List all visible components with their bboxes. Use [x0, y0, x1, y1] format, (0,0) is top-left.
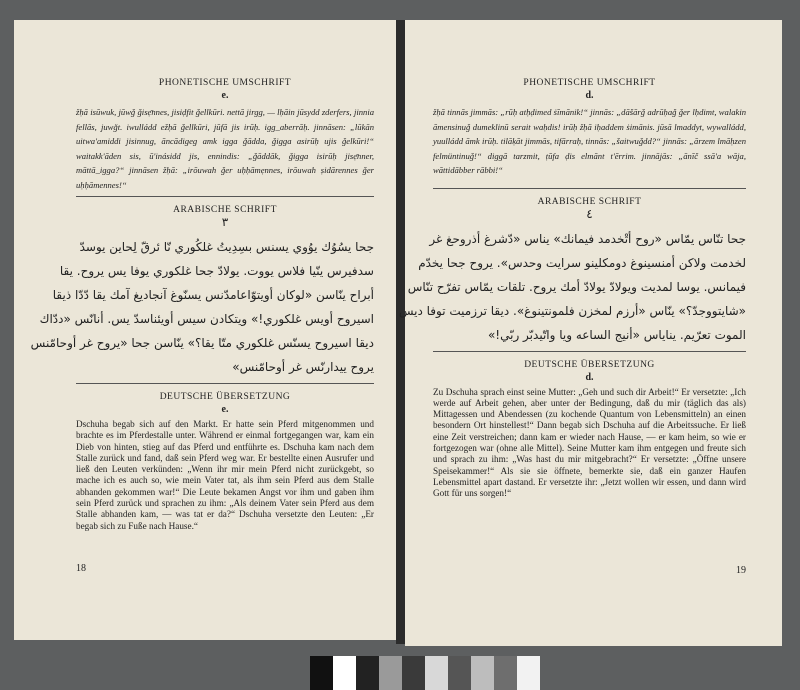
- right-page: [398, 20, 782, 646]
- phonetic-title-right: PHONETISCHE UMSCHRIFT: [523, 78, 656, 88]
- color-swatch: [425, 656, 448, 690]
- arabic-line: «شايتووجدّ؟» ينّاس «أرزم لمخزن فلمونتينوغ». ديقا ترزميت توفا ديس: [398, 303, 746, 318]
- color-swatch: [333, 656, 356, 690]
- color-calibration-strip: [310, 656, 540, 690]
- arabic-title-left: ARABISCHE SCHRIFT: [173, 205, 277, 215]
- page-number-left: 18: [76, 563, 86, 574]
- arabic-line: اسيروح أويس غلكوري!» ويتكادن سيس أويئناسدّ يس. أنانّس «ددّاك: [39, 312, 374, 326]
- arabic-text-left: [30, 235, 374, 379]
- german-title-left: DEUTSCHE ÜBERSETZUNG: [159, 392, 291, 402]
- german-letter-right: d.: [585, 371, 594, 383]
- divider-rule: [433, 351, 746, 352]
- german-text-right: Zu Dschuha sprach einst seine Mutter: „Geh und such dir Arbeit!“ Er versetzte: „Ich werde auf Arbeit gehen, aber unter der Bedingung, daß du mir (täglich das als) Mittagessen und Abendessen (zu kochende Quantum von Lebensmitteln) an einen besondern Ort hinstellest!“ Dann begab sich Dschuha auf die Arbeitssuche. Er ließ eine Zeit verstreichen; dann kam er wieder nach Hause, — er kam heim, so wie er fortgezogen war (ohne alle Mittel). Seine Mutter kam ihm entgegen und freute sich und sprach zu ihm: „Was hast du mir mitgebracht?“ Er versetzte: „Öffne unsere Speisekammer!“ Als sie sie öffnete, bemerkte sie, daß ein ganzer Haufen Lebensmittel apart dastand. Er versetzte ihr: „Jetzt wollen wir essen, und dann wird Gott für uns sorgen!“: [433, 386, 746, 499]
- phonetic-title-left: PHONETISCHE UMSCHRIFT: [158, 78, 292, 88]
- arabic-line: لخدمت ولاكن أمنسينوغ دومكلينو سرايت وحدس». يروح جحا يخدّم: [418, 255, 746, 270]
- arabic-number-left: ٣: [221, 215, 229, 229]
- phonetic-letter-left: e.: [221, 90, 229, 101]
- arabic-text-right: [398, 227, 746, 347]
- arabic-line: جحا تنّاس يمّاس «روح أتْخدمد فيمانك» يناس «دّشرغ أذروحغ غر: [429, 231, 746, 246]
- color-swatch: [494, 656, 517, 690]
- color-swatch: [517, 656, 540, 690]
- page-number-right: 19: [736, 565, 746, 576]
- arabic-line: جحا يسُوُك يوُوي يسنس بسِدِيتُ غلكُوري نّا ئرقّ لِحاين يوسدّ: [79, 240, 374, 254]
- german-letter-left: e.: [221, 404, 229, 415]
- german-title-right: DEUTSCHE ÜBERSETZUNG: [524, 359, 655, 370]
- arabic-line: فيمانس. يوسا لمديت ويولادّ يولادّ أمك يروح. تلقات يمّاس تفرّح تنّاس: [407, 279, 746, 294]
- divider-rule: [433, 188, 746, 189]
- arabic-line: يروح ييدارنّس غر أوحامّنس»: [232, 360, 374, 374]
- arabic-number-right: ٤: [586, 206, 593, 221]
- arabic-line: سدفيرس ينّيا فلاس يووت. يولادّ جحا غلكوري يوفا يس يروح. يقا: [59, 264, 374, 278]
- arabic-line: الموت تعرّيم. يناياس «أنيج الساعه ويا واتّيدبّر ربّي!»: [487, 327, 746, 342]
- german-text-left: Dschuha begab sich auf den Markt. Er hatte sein Pferd mitgenommen und brachte es im Pferdestalle unter. Während er einmal fortgegangen war, kam ein Dieb von hinten, stieg auf das Pferd und entführte es. Dschuha kam nach dem Stalle zurück und fand, daß sein Pferd weg war. Er bestellte einen Ausrufer und ließ den Leuten verkünden: „Wenn ihr mir mein Pferd nicht zurückgebt, so mache ich es auch so, wie mein Vater tat, als ihm sein Pferd aus dem Stalle abhanden gekommen war!“ Die Leute bekamen Angst vor ihm und gaben ihm sein Pferd zurück und sprachen zu ihm: „Als deinem Vater sein Pferd aus dem Stalle abhanden kam, — was tat er da?“ Dschuha versetzte den Leuten: „Er begab sich zu Fuße nach Hause.“: [76, 419, 374, 531]
- color-swatch: [471, 656, 494, 690]
- color-swatch: [356, 656, 379, 690]
- arabic-line: ديقا اسيروح يسنّس غلكوري متّا يقا؟» ينّاسن جحا «يروح غر أوحامّنس: [30, 336, 374, 350]
- phonetic-text-left: žḥā isūwuk, jūwǧ ǧisẹ̄nnes, jisiḍfit ǧellkūri. nettā jirgg, — lḥāin jūsydd zderfers, jinnia fellās, juwğt. iwulládd ežḥā ǧellkūri, jūfā jis irūḥ. igg_aberrāḥ. jinnāsen: „lūkān uitwa'amiddi jisinnug, āncādigeg amk igga ǧādda, ǧigga asirūḥ ujis ǧelkūri!“ waitakk'āden sis, ū'inásidd jis, ennindis: „ǧāddāk, ǧigga isirūḥ jisẹ̄nner, māttā_igga?“ jinnāsen žḥā: „irōuwah ǧer uḥḥāmẹnnes, irōuwah ṣidārennes ǧer uḥḥāmennes!“: [76, 107, 374, 190]
- divider-rule: [76, 196, 374, 197]
- phonetic-letter-right: d.: [585, 90, 594, 101]
- color-swatch: [448, 656, 471, 690]
- arabic-title-right: ARABISCHE SCHRIFT: [537, 196, 642, 207]
- left-page: [14, 20, 396, 640]
- color-swatch: [402, 656, 425, 690]
- color-swatch: [379, 656, 402, 690]
- arabic-line: أبراح ينّاسن «لوكان أويتوّاعامدّنس يسنّوغ آنجاديغ آمك يقا دّدّا ذيقا: [52, 288, 374, 302]
- book-gutter: [396, 20, 405, 644]
- divider-rule: [76, 383, 374, 384]
- color-swatch: [310, 656, 333, 690]
- phonetic-text-right: žḥā tinnās jimmās: „rūḥ atḥḍimed ṡīmānik!“ jinnās: „dāšārǧ adrūḥaǧ ǧer lḥdimt, walakin āmensinuǧ dumeklinū serait waḥdis! irūḥ žḥā iḥaddem ṡimānis. jūsā lmaddyt, wywalládd, yuulládd āmk irūḥ. tilāḳāt jimmās, tifārraḥ, tinnās: „šaitwuǧdd?“ jinnās: „ārzem lmāḥzen felmüntinuǧ!“ diggā tarzmit, ṭūfa ḍis elmānt t'ērrim. jinnājās: „ānīč ssā'a wāja, wāttidābber rābbi!“: [433, 107, 746, 175]
